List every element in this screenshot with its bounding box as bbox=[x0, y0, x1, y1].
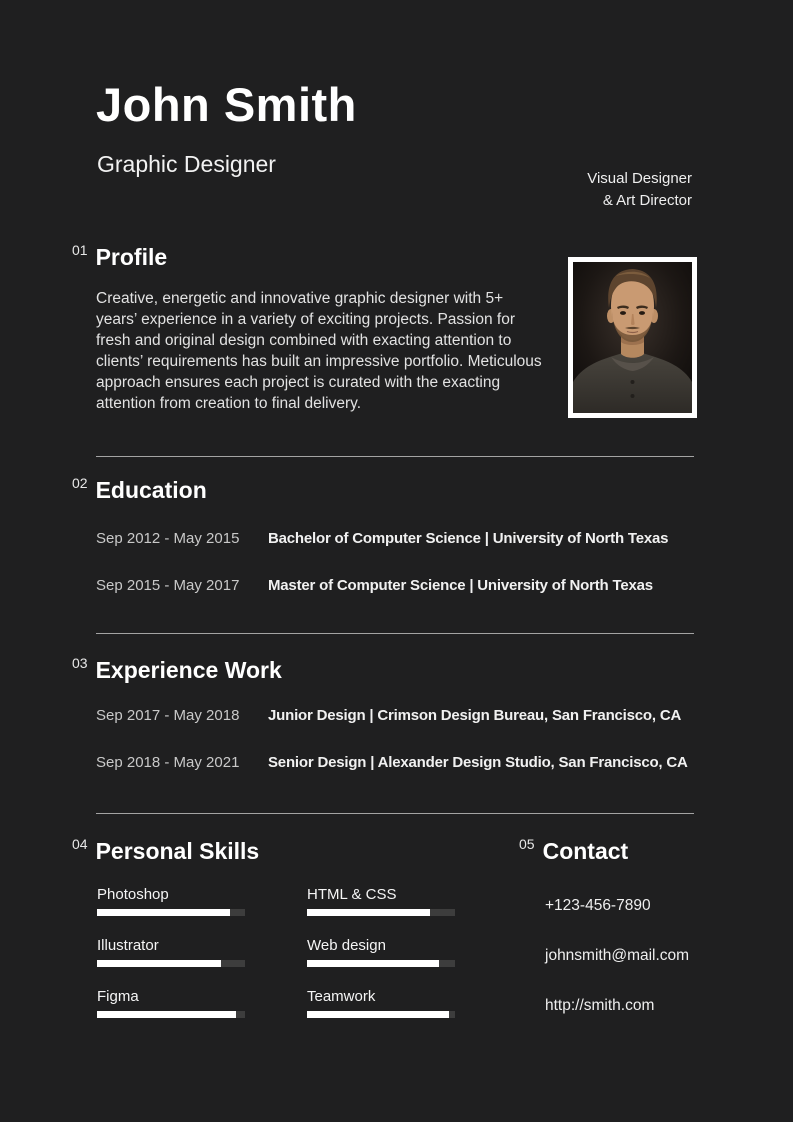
skill-progress-fill bbox=[97, 960, 221, 967]
section-title: Contact bbox=[542, 838, 629, 864]
section-title: Personal Skills bbox=[95, 838, 260, 864]
skill-progress-fill bbox=[307, 1011, 449, 1018]
skill-item bbox=[97, 937, 245, 967]
experience-dates: Sep 2017 - May 2018 bbox=[96, 707, 240, 724]
section-number: 04 bbox=[72, 836, 88, 852]
section-title: Profile bbox=[95, 244, 168, 270]
person-name: John Smith bbox=[96, 78, 357, 131]
section-heading-profile bbox=[72, 241, 167, 270]
education-row bbox=[96, 530, 696, 548]
profile-summary-text: Creative, energetic and innovative graphic designer with 5+ years’ experience in a variety of exciting projects. Passion for fresh and original design combined with exacting attention to clients’ requirements has built an impressive portfolio. Meticulous approach ensures each project is curated with the exacting attention from creation to final delivery. bbox=[96, 290, 542, 412]
skill-label: HTML & CSS bbox=[307, 886, 397, 903]
skill-item bbox=[307, 937, 455, 967]
section-title: Experience Work bbox=[95, 657, 282, 683]
contact-phone-link[interactable]: +123-456-7890 bbox=[545, 897, 651, 914]
education-dates: Sep 2015 - May 2017 bbox=[96, 577, 240, 594]
section-title: Education bbox=[95, 477, 207, 503]
contact-email-link[interactable]: johnsmith@mail.com bbox=[545, 947, 690, 964]
section-number: 02 bbox=[72, 475, 88, 491]
skill-item bbox=[97, 988, 245, 1018]
skill-progress-fill bbox=[97, 1011, 236, 1018]
section-heading-experience bbox=[72, 654, 282, 683]
education-dates: Sep 2012 - May 2015 bbox=[96, 530, 240, 547]
person-job-title: Graphic Designer bbox=[97, 151, 276, 177]
skills-column-left bbox=[97, 886, 245, 1039]
skill-label: Photoshop bbox=[97, 886, 169, 903]
skill-progress-track bbox=[307, 1011, 455, 1018]
skill-progress-track bbox=[307, 960, 455, 967]
skill-label: Illustrator bbox=[97, 937, 159, 954]
portrait-photo bbox=[568, 257, 697, 418]
section-number: 03 bbox=[72, 655, 88, 671]
tagline-line-2: & Art Director bbox=[602, 191, 692, 209]
section-heading-contact bbox=[519, 835, 628, 864]
skill-progress-fill bbox=[97, 909, 230, 916]
section-number: 01 bbox=[72, 242, 88, 258]
skill-progress-fill bbox=[307, 909, 430, 916]
section-number: 05 bbox=[519, 836, 535, 852]
skill-item bbox=[97, 886, 245, 916]
tagline-line-1: Visual Designer bbox=[587, 170, 692, 187]
skill-progress-fill bbox=[307, 960, 439, 967]
skill-item bbox=[307, 886, 455, 916]
experience-detail: Junior Design | Crimson Design Bureau, San Francisco, CA bbox=[268, 707, 682, 724]
portrait-photo-illustration bbox=[573, 262, 692, 413]
experience-detail: Senior Design | Alexander Design Studio, San Francisco, CA bbox=[268, 754, 688, 771]
skill-label: Figma bbox=[97, 988, 139, 1005]
skill-progress-track bbox=[307, 909, 455, 916]
experience-row bbox=[96, 754, 696, 772]
section-heading-skills bbox=[72, 835, 259, 864]
section-heading-education bbox=[72, 474, 207, 503]
skill-item bbox=[307, 988, 455, 1018]
education-rows bbox=[96, 530, 696, 624]
skill-progress-track bbox=[97, 909, 245, 916]
section-divider bbox=[96, 456, 694, 457]
education-detail: Master of Computer Science | University of North Texas bbox=[268, 577, 653, 594]
tagline bbox=[587, 168, 692, 211]
skills-column-right bbox=[307, 886, 455, 1039]
section-divider bbox=[96, 813, 694, 814]
skill-label: Teamwork bbox=[307, 988, 376, 1005]
skills-grid bbox=[97, 886, 455, 1039]
education-row bbox=[96, 577, 696, 595]
experience-row bbox=[96, 707, 696, 725]
experience-rows bbox=[96, 707, 696, 801]
contact-website-link[interactable]: http://smith.com bbox=[545, 997, 655, 1014]
section-divider bbox=[96, 633, 694, 634]
education-detail: Bachelor of Computer Science | University of North Texas bbox=[268, 530, 669, 547]
skill-progress-track bbox=[97, 960, 245, 967]
contact-list bbox=[545, 897, 689, 1047]
experience-dates: Sep 2018 - May 2021 bbox=[96, 754, 240, 771]
skill-progress-track bbox=[97, 1011, 245, 1018]
skill-label: Web design bbox=[307, 937, 386, 954]
